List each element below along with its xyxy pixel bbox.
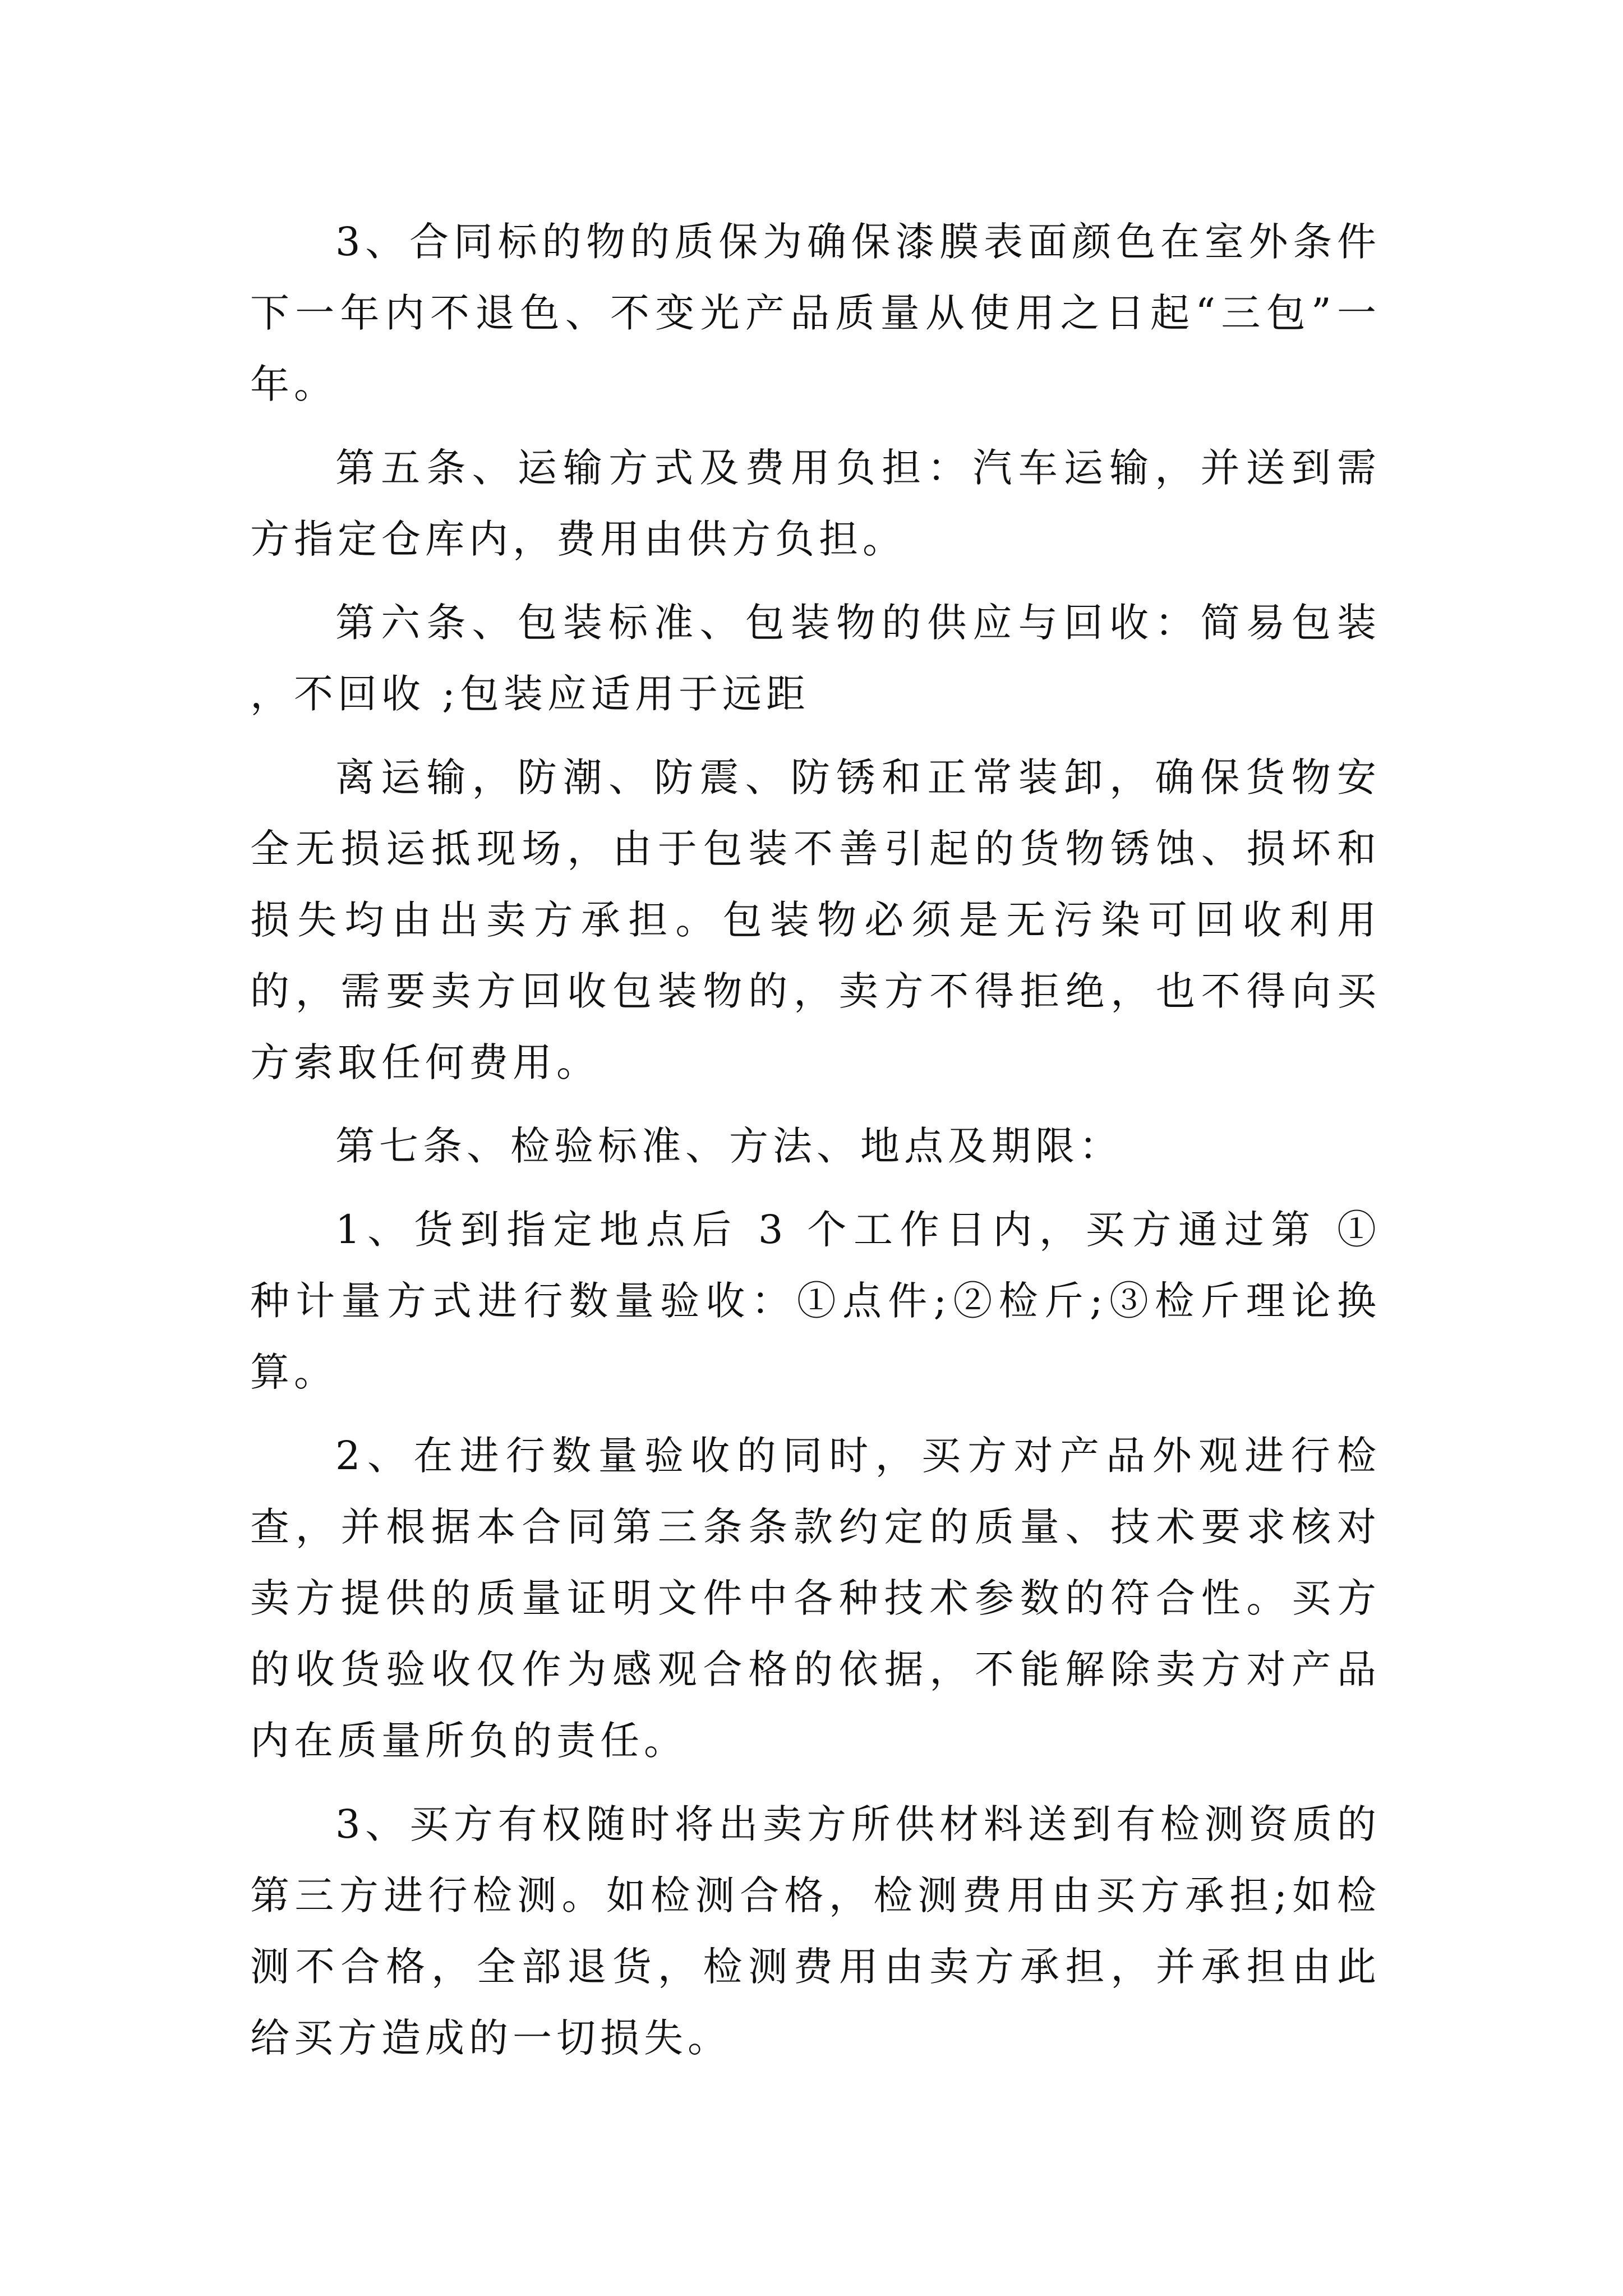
paragraph-warranty: 3、合同标的物的质保为确保漆膜表面颜色在室外条件下一年内不退色、不变光产品质量从使用之日起“三包”一年。	[250, 219, 1381, 407]
document-body	[250, 206, 1381, 2074]
paragraph-article-7-inspection: 第七条、检验标准、方法、地点及期限：	[335, 1123, 1123, 1169]
paragraph-appearance-check: 2、在进行数量验收的同时，买方对产品外观进行检查，并根据本合同第三条条款约定的质量、技术要求核对卖方提供的质量证明文件中各种技术参数的符合性。买方的收货验收仅作为感观合格的依据，不能解除卖方对产品内在质量所负的责任。	[250, 1433, 1381, 1764]
paragraph-packaging-requirements: 离运输，防潮、防震、防锈和正常装卸，确保货物安全无损运抵现场，由于包装不善引起的货物锈蚀、损坏和损失均由出卖方承担。包装物必须是无污染可回收利用的，需要卖方回收包装物的，卖方不得拒绝，也不得向买方索取任何费用。	[250, 754, 1381, 1085]
paragraph-article-5-transport: 第五条、运输方式及费用负担：汽车运输，并送到需方指定仓库内，费用由供方负担。	[250, 445, 1381, 562]
paragraph-quantity-acceptance: 1、货到指定地点后 3 个工作日内，买方通过第 ① 种计量方式进行数量验收：①点件;②检斤;③检斤理论换算。	[250, 1207, 1381, 1395]
paragraph-article-6-packaging: 第六条、包装标准、包装物的供应与回收：简易包装 ，不回收 ;包装应适用于远距	[250, 600, 1381, 717]
paragraph-third-party-testing: 3、买方有权随时将出卖方所供材料送到有检测资质的第三方进行检测。如检测合格，检测费用由买方承担;如检测不合格，全部退货，检测费用由卖方承担，并承担由此给买方造成的一切损失。	[250, 1801, 1381, 2061]
